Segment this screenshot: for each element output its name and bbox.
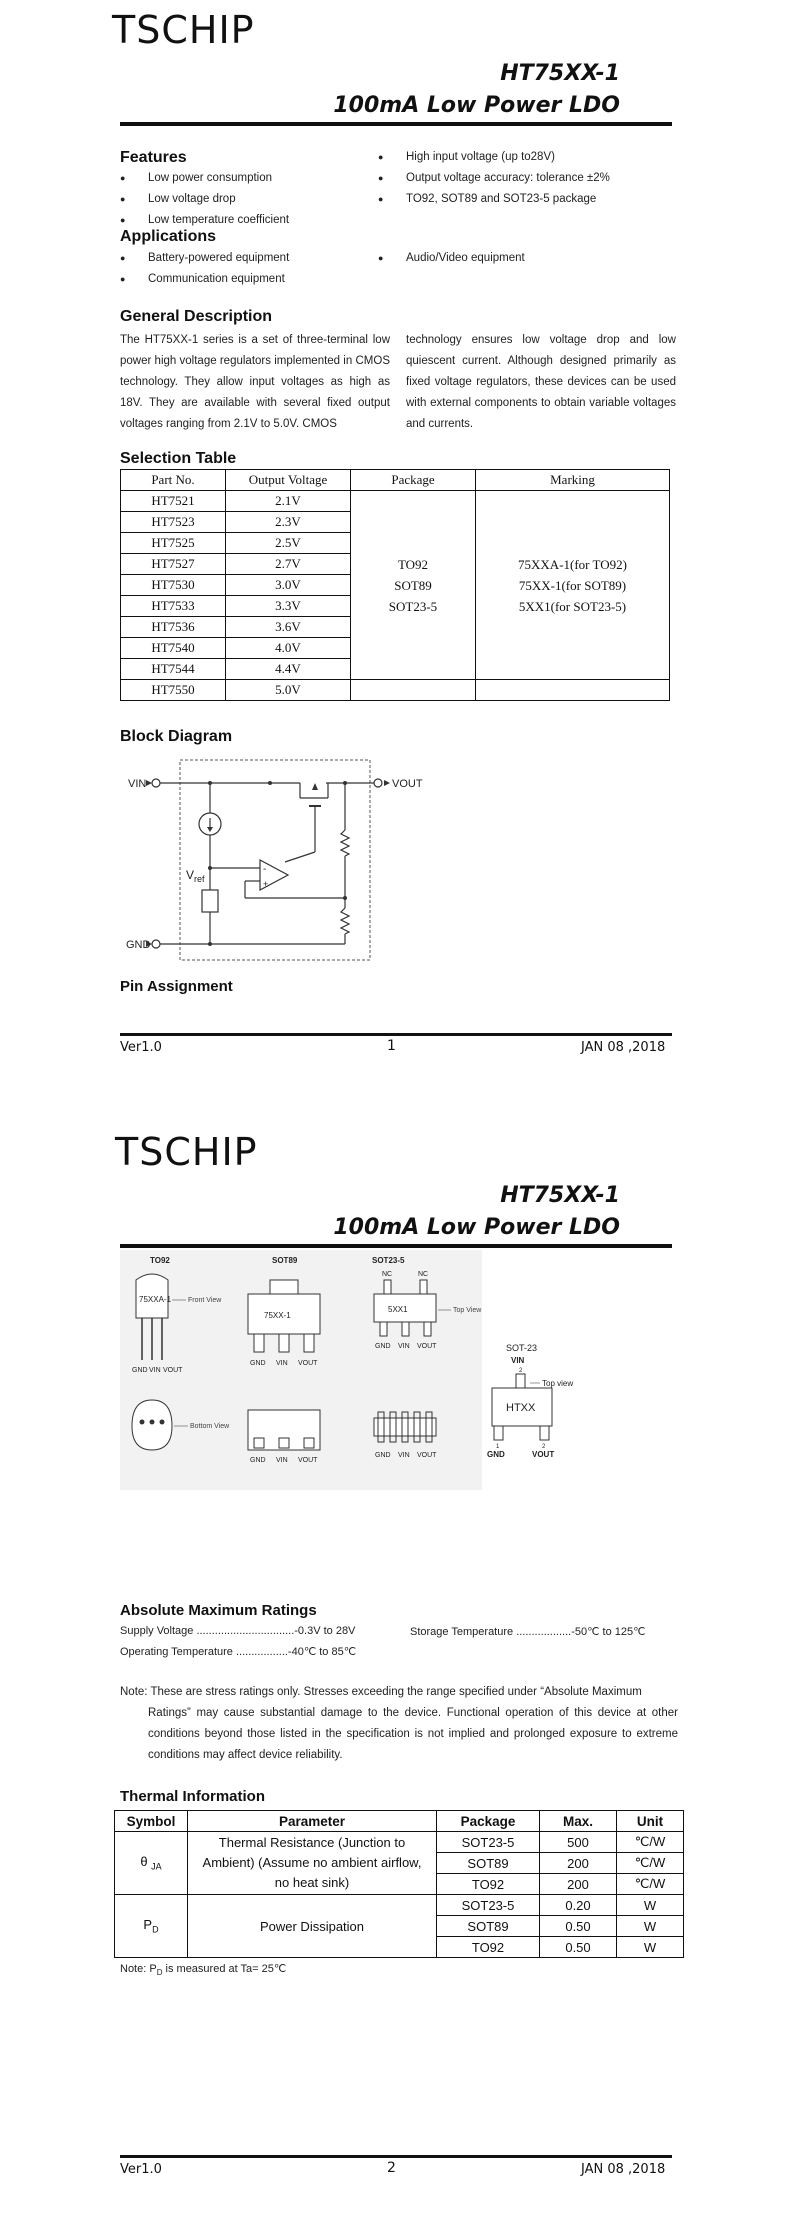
sot235-mark: 5XX1 xyxy=(388,1305,408,1314)
general-description-heading: General Description xyxy=(120,308,273,325)
thermal-heading: Thermal Information xyxy=(120,1788,266,1805)
sot235-bottom-pin-vin: VIN xyxy=(398,1452,410,1459)
col-parameter: Parameter xyxy=(188,1811,437,1832)
sot23-vout-label: VOUT xyxy=(532,1450,555,1459)
package: SOT23-5 xyxy=(437,1832,540,1853)
applications-heading: Applications xyxy=(120,228,217,245)
sot235-top-label: Top View xyxy=(453,1307,482,1314)
product-code: HT75XX-1 xyxy=(500,61,620,86)
brand-logo: TSCHIP xyxy=(115,1130,258,1174)
sot23-vin-pin-number: 2 xyxy=(519,1368,523,1374)
vin-label: VIN xyxy=(128,778,147,790)
unit: W xyxy=(617,1895,684,1916)
to92-pin-vout: VOUT xyxy=(163,1367,183,1374)
sot235-nc-right: NC xyxy=(418,1271,429,1278)
to92-pin-vin: VIN xyxy=(149,1367,161,1374)
max: 500 xyxy=(540,1832,617,1853)
unit: W xyxy=(617,1937,684,1958)
sot89-bottom-pin-vout: VOUT xyxy=(298,1457,318,1464)
to92-bottom-label: Bottom View xyxy=(190,1423,230,1430)
features-heading: Features xyxy=(120,149,187,166)
features-list-right xyxy=(378,147,610,210)
max: 200 xyxy=(540,1853,617,1874)
marking-item: 5XX1(for SOT23-5) xyxy=(518,598,627,614)
transistor-arrow xyxy=(312,783,318,790)
max: 0.50 xyxy=(540,1937,617,1958)
table-row xyxy=(121,491,670,512)
sot23-gnd-pin-number: 1 xyxy=(496,1444,500,1450)
output-voltage: 3.3V xyxy=(226,596,351,617)
sot235-bottom-pin-vout: VOUT xyxy=(417,1452,437,1459)
part-no: HT7536 xyxy=(121,617,226,638)
package-item: SOT23-5 xyxy=(388,598,438,614)
col-max: Max. xyxy=(540,1811,617,1832)
sot235-nc-left: NC xyxy=(382,1271,393,1278)
abs-max-note-rest: Ratings” may cause substantial damage to the device. Functional operation of this device at other conditions beyond those listed in the specification is not implied and prolonged exposure to extreme conditions may affect device reliability. xyxy=(148,1707,678,1761)
table-row xyxy=(115,1895,684,1916)
header-rule xyxy=(120,1244,672,1248)
part-no: HT7533 xyxy=(121,596,226,617)
header-rule xyxy=(120,122,672,126)
part-no: HT7527 xyxy=(121,554,226,575)
list-item: ● High input voltage (up to28V) xyxy=(378,147,610,168)
sot23-vout-pin-number: 2 xyxy=(542,1444,546,1450)
sot89-title: SOT89 xyxy=(272,1256,298,1265)
general-description-col2: technology ensures low voltage drop and low quiescent current. Although designed primarily as fixed voltage regulators, these devices can be used with external components to obtain variable voltages and currents. xyxy=(406,334,676,430)
col-unit: Unit xyxy=(617,1811,684,1832)
part-no: HT7544 xyxy=(121,659,226,680)
output-voltage: 4.4V xyxy=(226,659,351,680)
table-header-row xyxy=(115,1811,684,1832)
to92-front-label: Front View xyxy=(188,1297,222,1304)
package-item: SOT89 xyxy=(394,577,432,593)
col-marking: Marking xyxy=(476,470,670,491)
list-item: ● TO92, SOT89 and SOT23-5 package xyxy=(378,189,610,210)
product-title: 100mA Low Power LDO xyxy=(333,93,620,118)
features-list-left xyxy=(120,168,289,231)
unit: ℃/W xyxy=(617,1874,684,1895)
table-header-row xyxy=(121,470,670,491)
output-voltage: 5.0V xyxy=(226,680,351,701)
to92-mark: 75XXA-1 xyxy=(139,1295,172,1304)
storage-temperature-rating: Storage Temperature ..................-50℃ to 125℃ xyxy=(410,1626,646,1638)
sot23-top-label: Top view xyxy=(542,1379,574,1388)
marking-item: 75XX-1(for SOT89) xyxy=(518,577,627,593)
gnd-label: GND xyxy=(126,939,151,951)
sot23-vin-label: VIN xyxy=(511,1356,525,1365)
sot235-pin-vin: VIN xyxy=(398,1343,410,1350)
opamp-minus: - xyxy=(263,864,267,875)
sot89-pin-vout: VOUT xyxy=(298,1360,318,1367)
sot235-pin-gnd: GND xyxy=(375,1343,391,1350)
vin-terminal xyxy=(152,779,160,787)
package-pinout-figure xyxy=(120,1250,620,1490)
product-code: HT75XX-1 xyxy=(500,1183,620,1208)
sot235-title: SOT23-5 xyxy=(372,1256,405,1265)
sot23-mark: HTXX xyxy=(506,1402,536,1414)
list-item: ● Output voltage accuracy: tolerance ±2% xyxy=(378,168,610,189)
max: 200 xyxy=(540,1874,617,1895)
gnd-terminal xyxy=(152,940,160,948)
part-no: HT7521 xyxy=(121,491,226,512)
output-voltage: 2.1V xyxy=(226,491,351,512)
col-part-no: Part No. xyxy=(121,470,226,491)
unit: ℃/W xyxy=(617,1853,684,1874)
operating-temperature-rating: Operating Temperature .................-40℃ to 85℃ xyxy=(120,1646,357,1658)
max: 0.50 xyxy=(540,1916,617,1937)
part-no: HT7530 xyxy=(121,575,226,596)
sot23-gnd-label: GND xyxy=(487,1450,505,1459)
list-item: ● Low power consumption xyxy=(120,168,289,189)
output-voltage: 3.6V xyxy=(226,617,351,638)
output-voltage: 2.7V xyxy=(226,554,351,575)
marking-cell-empty xyxy=(476,680,670,701)
part-no: HT7525 xyxy=(121,533,226,554)
theta-ja-parameter: Thermal Resistance (Junction to Ambient) (Assume no ambient airflow, no heat sink) xyxy=(188,1832,437,1895)
table-row xyxy=(115,1832,684,1853)
sot23-title: SOT-23 xyxy=(506,1343,538,1353)
pin-assignment-heading: Pin Assignment xyxy=(120,978,233,995)
footer-rule xyxy=(120,1033,672,1036)
sot235-bottom-body xyxy=(374,1418,436,1436)
ic-boundary xyxy=(180,760,370,960)
sot89-pin-gnd: GND xyxy=(250,1360,266,1367)
footer-rule xyxy=(120,2155,672,2158)
marking-item: 75XXA-1(for TO92) xyxy=(518,556,627,572)
table-row xyxy=(121,680,670,701)
theta-ja-symbol: θ $_{JA}$ xyxy=(115,1832,188,1895)
opamp-plus: + xyxy=(263,879,269,889)
vref-label: $V_{ref}$ xyxy=(186,868,205,884)
product-title: 100mA Low Power LDO xyxy=(333,1215,620,1240)
footer-version: Ver1.0 xyxy=(120,1040,162,1055)
marking-cell xyxy=(476,491,670,680)
package-cell xyxy=(351,491,476,680)
output-voltage: 3.0V xyxy=(226,575,351,596)
abs-max-note xyxy=(120,1682,678,1766)
vout-terminal xyxy=(374,779,382,787)
footer-date: JAN 08 ,2018 xyxy=(581,1040,666,1055)
to92-bottom-body xyxy=(132,1400,172,1450)
package-item: TO92 xyxy=(397,556,429,572)
pd-symbol: $P_D$ xyxy=(115,1895,188,1958)
col-package: Package xyxy=(351,470,476,491)
sot89-bottom-pin-gnd: GND xyxy=(250,1457,266,1464)
abs-max-heading: Absolute Maximum Ratings xyxy=(120,1602,317,1619)
package: TO92 xyxy=(437,1874,540,1895)
list-item: ● Low temperature coefficient xyxy=(120,210,289,231)
output-voltage: 4.0V xyxy=(226,638,351,659)
unit: ℃/W xyxy=(617,1832,684,1853)
sot235-pin-vout: VOUT xyxy=(417,1343,437,1350)
footer-date: JAN 08 ,2018 xyxy=(581,2162,666,2177)
selection-table xyxy=(120,469,670,701)
sot89-bottom-pin-vin: VIN xyxy=(276,1457,288,1464)
package: SOT89 xyxy=(437,1916,540,1937)
applications-list-left xyxy=(120,248,289,290)
part-no: HT7523 xyxy=(121,512,226,533)
thermal-table xyxy=(114,1810,684,1958)
sot235-bottom-pin-gnd: GND xyxy=(375,1452,391,1459)
thermal-note: Note: $P_D$ is measured at Ta= 25℃ xyxy=(120,1963,287,1978)
to92-pin-gnd: GND xyxy=(132,1367,148,1374)
list-item: ● Battery-powered equipment xyxy=(120,248,289,269)
max: 0.20 xyxy=(540,1895,617,1916)
vout-label: VOUT xyxy=(392,778,423,790)
block-diagram xyxy=(120,748,450,973)
package-cell-empty xyxy=(351,680,476,701)
pd-parameter: Power Dissipation xyxy=(188,1895,437,1958)
selection-table-heading: Selection Table xyxy=(120,450,237,467)
to92-title: TO92 xyxy=(150,1256,170,1265)
package: TO92 xyxy=(437,1937,540,1958)
unit: W xyxy=(617,1916,684,1937)
abs-max-note-lead: Note: These are stress ratings only. Stresses exceeding the range specified under “Absolute Maximum xyxy=(120,1686,642,1698)
package: SOT23-5 xyxy=(437,1895,540,1916)
col-symbol: Symbol xyxy=(115,1811,188,1832)
footer-page-number: 2 xyxy=(387,2160,396,2176)
list-item: ● Audio/Video equipment xyxy=(378,248,525,269)
package: SOT89 xyxy=(437,1853,540,1874)
sot89-mark: 75XX-1 xyxy=(264,1311,291,1320)
col-package: Package xyxy=(437,1811,540,1832)
general-description-col1: The HT75XX-1 series is a set of three-terminal low power high voltage regulators implemented in CMOS technology. They allow input voltages as high as 18V. They are available with several fixed output voltages ranging from 2.1V to 5.0V. CMOS xyxy=(120,334,390,430)
part-no: HT7540 xyxy=(121,638,226,659)
applications-list-right xyxy=(378,248,525,269)
footer-page-number: 1 xyxy=(387,1038,396,1054)
sot89-pin-vin: VIN xyxy=(276,1360,288,1367)
part-no: HT7550 xyxy=(121,680,226,701)
output-voltage: 2.5V xyxy=(226,533,351,554)
output-voltage: 2.3V xyxy=(226,512,351,533)
col-output-voltage: Output Voltage xyxy=(226,470,351,491)
supply-voltage-rating: Supply Voltage ................................-0.3V to 28V xyxy=(120,1625,356,1637)
list-item: ● Communication equipment xyxy=(120,269,289,290)
list-item: ● Low voltage drop xyxy=(120,189,289,210)
brand-logo: TSCHIP xyxy=(112,8,255,52)
block-diagram-heading: Block Diagram xyxy=(120,728,233,745)
footer-version: Ver1.0 xyxy=(120,2162,162,2177)
